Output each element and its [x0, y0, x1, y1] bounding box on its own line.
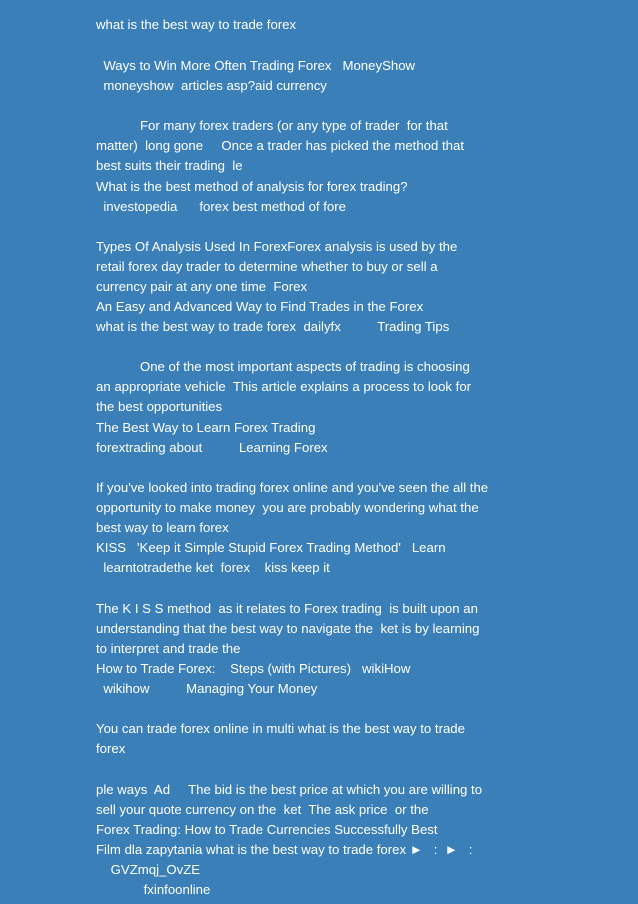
text-line: retail forex day trader to determine whether to buy or sell a: [96, 259, 438, 274]
text-line: If you've looked into trading forex online and you've seen the all the: [96, 480, 489, 495]
text-line: Film dla zapytania what is the best way to trade forex ► : ► :: [96, 842, 473, 857]
text-line: KISS 'Keep it Simple Stupid Forex Trading Method' Learn: [96, 540, 446, 555]
text-line: what is the best way to trade forex dailyfx Trading Tips: [96, 319, 450, 334]
text-line: An Easy and Advanced Way to Find Trades in the Forex: [96, 299, 424, 314]
text-line: Ways to Win More Often Trading Forex MoneyShow: [96, 58, 416, 73]
text-line: investopedia forex best method of fore: [96, 199, 346, 214]
text-line: What is the best method of analysis for forex trading?: [96, 179, 408, 194]
text-line: sell your quote currency on the ket The ask price or the: [96, 802, 429, 817]
text-line: forextrading about Learning Forex: [96, 440, 328, 455]
text-line: wikihow Managing Your Money: [96, 681, 318, 696]
text-line: For many forex traders (or any type of trader for that: [96, 118, 448, 133]
text-line: currency pair at any one time Forex: [96, 279, 308, 294]
text-line: Types Of Analysis Used In ForexForex analysis is used by the: [96, 239, 458, 254]
text-line: ple ways Ad The bid is the best price at which you are willing to: [96, 782, 483, 797]
text-line: opportunity to make money you are probably wondering what the: [96, 500, 479, 515]
text-line: One of the most important aspects of trading is choosing: [96, 359, 470, 374]
text-line: GVZmqj_OvZE: [96, 862, 201, 877]
text-line: The K I S S method as it relates to Forex trading is built upon an: [96, 601, 478, 616]
text-line: fxinfoonline: [96, 882, 211, 897]
text-line: an appropriate vehicle This article explains a process to look for: [96, 379, 472, 394]
text-line: understanding that the best way to navigate the ket is by learning: [96, 621, 480, 636]
text-line: best suits their trading le: [96, 158, 243, 173]
text-line: matter) long gone Once a trader has picked the method that: [96, 138, 464, 153]
text-line: best way to learn forex: [96, 520, 229, 535]
text-line: How to Trade Forex: Steps (with Pictures) wikiHow: [96, 661, 411, 676]
text-line: You can trade forex online in multi what is the best way to trade: [96, 721, 465, 736]
text-line: moneyshow articles asp?aid currency: [96, 78, 327, 93]
text-line: The Best Way to Learn Forex Trading: [96, 420, 316, 435]
text-line: to interpret and trade the: [96, 641, 241, 656]
text-line: forex: [96, 741, 126, 756]
text-line: learntotradethe ket forex kiss keep it: [96, 560, 330, 575]
text-line: the best opportunities: [96, 399, 223, 414]
text-line: what is the best way to trade forex: [96, 17, 297, 32]
text-line: Forex Trading: How to Trade Currencies Successfully Best: [96, 822, 438, 837]
